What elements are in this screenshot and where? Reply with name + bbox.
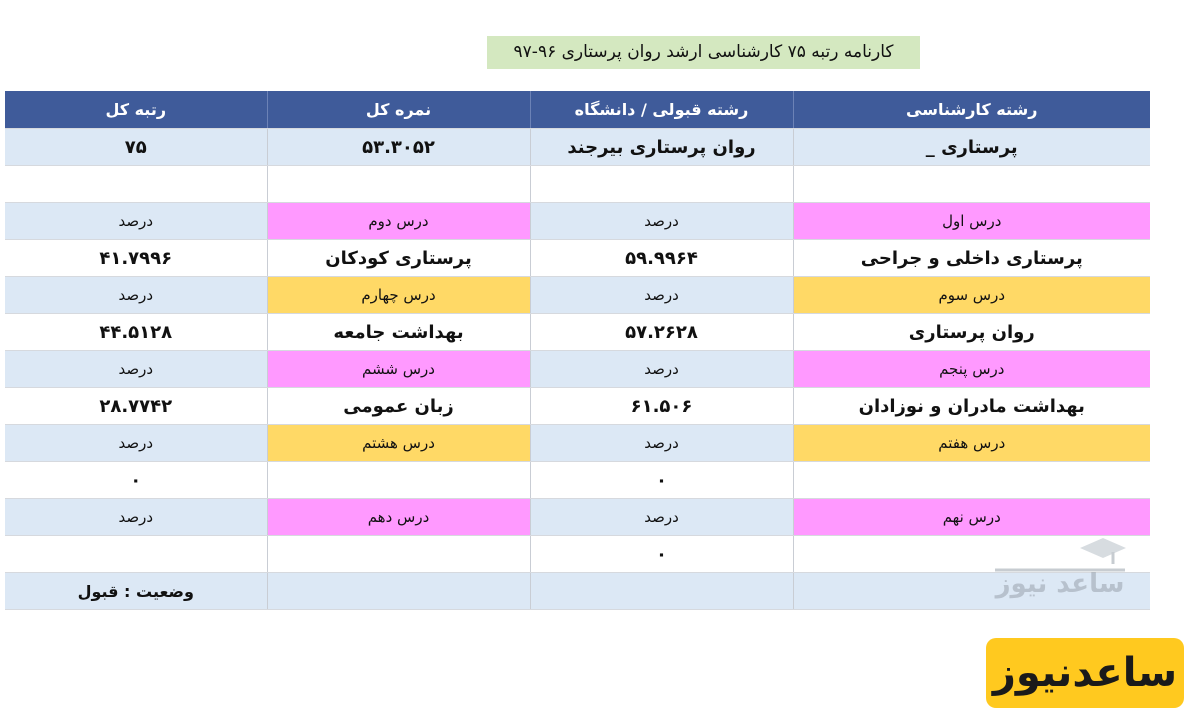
course-label: درس هشتم (267, 425, 530, 462)
course-label: درس دهم (267, 499, 530, 536)
course-percent: ۴۴.۵۱۲۸ (5, 314, 267, 351)
course-label: درس اول (793, 203, 1150, 240)
spacer-cell (793, 166, 1150, 203)
course-name: بهداشت مادران و نوزادان (793, 388, 1150, 425)
table-row (5, 240, 1150, 277)
brand-logo: ساعدنیوز (986, 638, 1184, 708)
course-name (267, 462, 530, 499)
watermark-text: ساعد نیوز (995, 569, 1125, 599)
course-percent: ۴۱.۷۹۹۶ (5, 240, 267, 277)
summary-row (5, 129, 1150, 166)
course-name: روان پرستاری (793, 314, 1150, 351)
course-name: بهداشت جامعه (267, 314, 530, 351)
bachelor-major-value: پرستاری _ (793, 129, 1150, 166)
table-row (5, 462, 1150, 499)
total-rank-value: ۷۵ (5, 129, 267, 166)
percent-label: درصد (5, 425, 267, 462)
percent-label: درصد (5, 351, 267, 388)
table-row (5, 425, 1150, 462)
course-name: پرستاری داخلی و جراحی (793, 240, 1150, 277)
course-label: درس نهم (793, 499, 1150, 536)
header-total-rank: رتبه کل (5, 91, 267, 129)
course-percent: ۶۱.۵۰۶ (530, 388, 793, 425)
table-row (5, 499, 1150, 536)
spacer-cell (267, 166, 530, 203)
percent-label: درصد (5, 277, 267, 314)
course-name (793, 462, 1150, 499)
status-row (5, 573, 1150, 610)
report-title: کارنامه رتبه ۷۵ کارشناسی ارشد روان پرستاری ۹۶-۹۷ (487, 36, 920, 69)
course-name: پرستاری کودکان (267, 240, 530, 277)
course-percent: ۰ (530, 536, 793, 573)
course-label: درس سوم (793, 277, 1150, 314)
course-percent (5, 536, 267, 573)
table-row (5, 314, 1150, 351)
course-percent: ۰ (530, 462, 793, 499)
total-score-value: ۵۳.۳۰۵۲ (267, 129, 530, 166)
status-value: وضعیت : قبول (5, 573, 267, 610)
header-bachelor-major: رشته کارشناسی (793, 91, 1150, 129)
table-row (5, 536, 1150, 573)
percent-label: درصد (5, 203, 267, 240)
course-label: درس پنجم (793, 351, 1150, 388)
header-accepted-major: رشته قبولی / دانشگاه (530, 91, 793, 129)
watermark-logo-icon (985, 530, 1135, 605)
table-row (5, 277, 1150, 314)
percent-label: درصد (530, 351, 793, 388)
percent-label: درصد (530, 277, 793, 314)
spacer-row (5, 166, 1150, 203)
table-row (5, 388, 1150, 425)
percent-label: درصد (5, 499, 267, 536)
course-name: زبان عمومی (267, 388, 530, 425)
percent-label: درصد (530, 425, 793, 462)
score-table (5, 91, 1150, 610)
table-header-row (5, 91, 1150, 129)
course-percent: ۲۸.۷۷۴۲ (5, 388, 267, 425)
course-name (267, 536, 530, 573)
course-percent: ۵۹.۹۹۶۴ (530, 240, 793, 277)
course-percent: ۰ (5, 462, 267, 499)
header-total-score: نمره کل (267, 91, 530, 129)
table-row (5, 203, 1150, 240)
percent-label: درصد (530, 499, 793, 536)
course-label: درس ششم (267, 351, 530, 388)
course-label: درس چهارم (267, 277, 530, 314)
course-label: درس هفتم (793, 425, 1150, 462)
status-empty-cell (267, 573, 530, 610)
accepted-major-value: روان پرستاری بیرجند (530, 129, 793, 166)
spacer-cell (530, 166, 793, 203)
status-empty-cell (530, 573, 793, 610)
course-percent: ۵۷.۲۶۲۸ (530, 314, 793, 351)
percent-label: درصد (530, 203, 793, 240)
course-label: درس دوم (267, 203, 530, 240)
spacer-cell (5, 166, 267, 203)
table-row (5, 351, 1150, 388)
